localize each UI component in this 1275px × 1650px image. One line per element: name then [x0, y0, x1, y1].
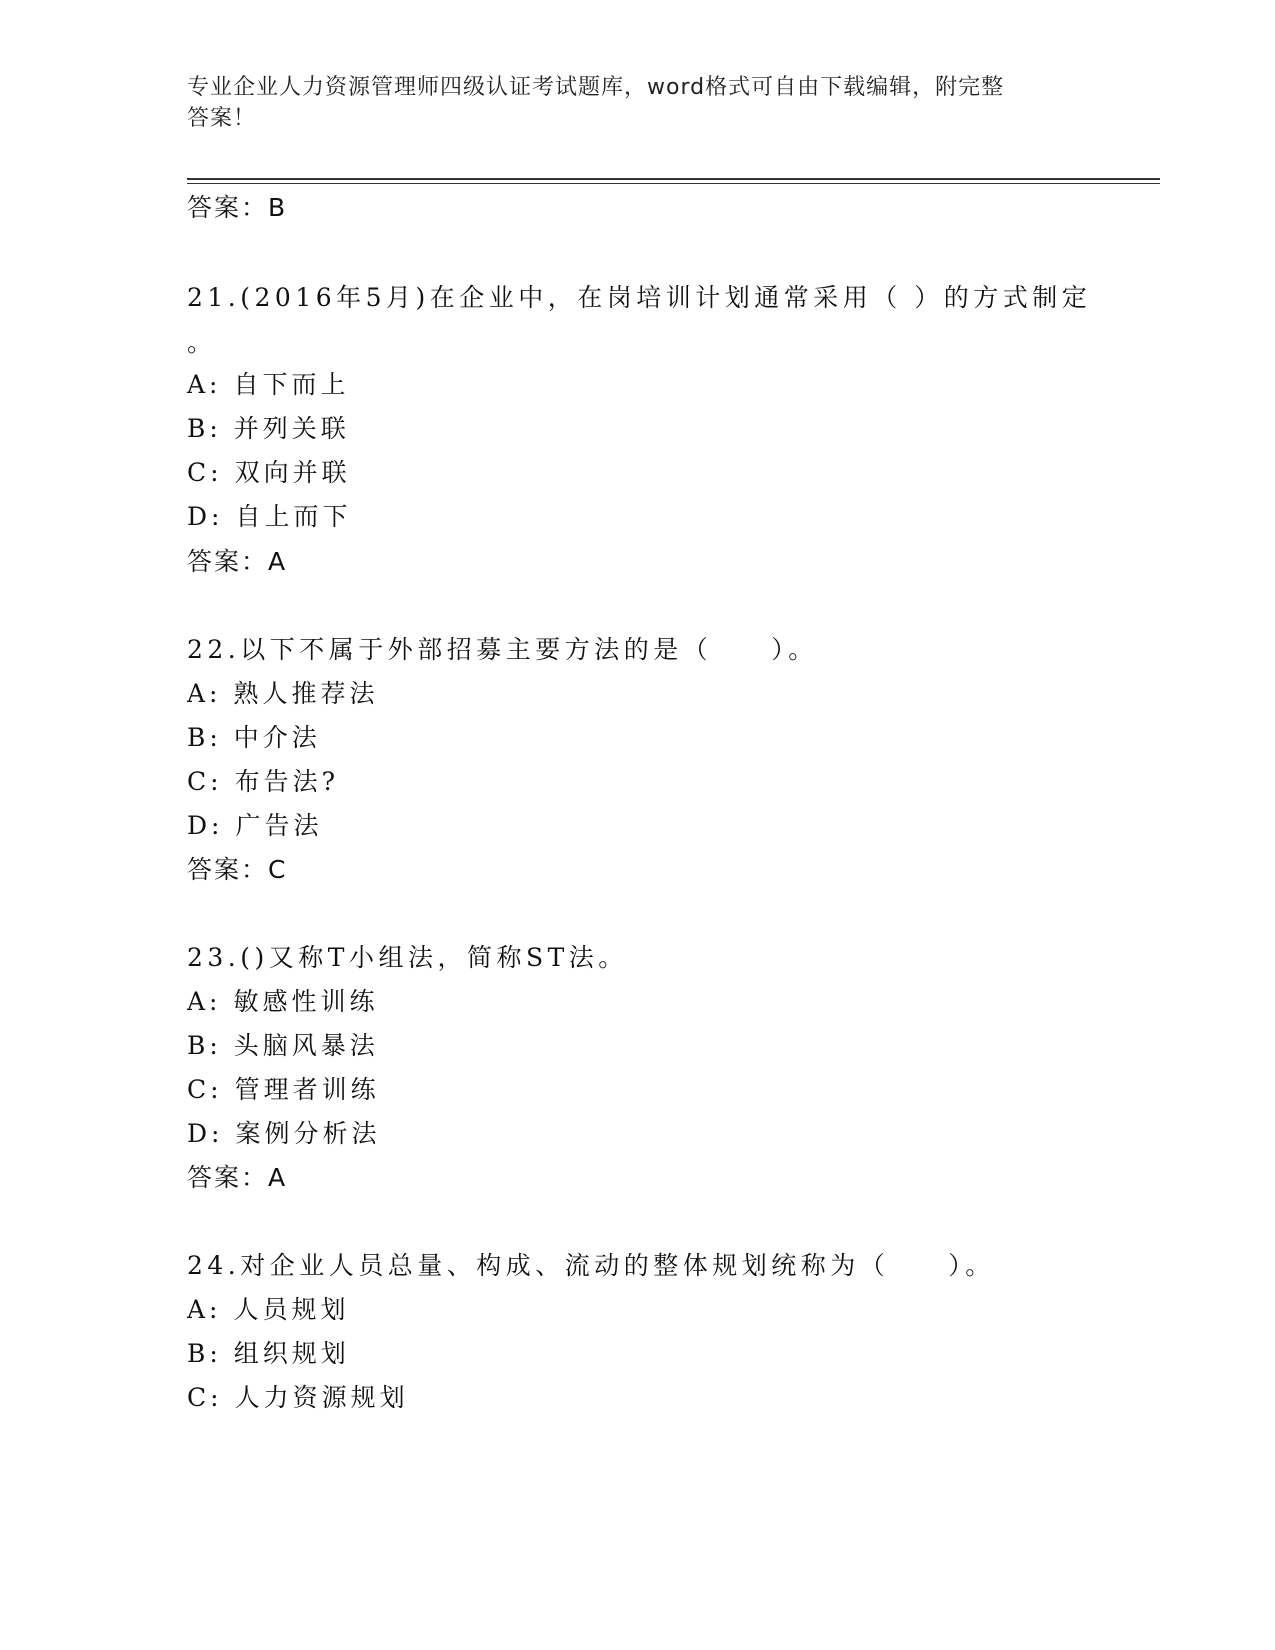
option-text: 布告法?	[234, 767, 339, 796]
answer-prefix: 答案：	[187, 193, 269, 222]
question-21-text: 21.(2016年5月)在企业中，在岗培训计划通常采用（ ）的方式制定	[187, 283, 1092, 312]
option-label: A:	[187, 1295, 222, 1324]
page-header	[187, 72, 1067, 134]
question-21-answer	[187, 547, 287, 577]
option-text: 熟人推荐法	[233, 679, 379, 708]
answer-value: B	[268, 193, 288, 222]
option-label: B:	[187, 723, 222, 752]
question-24-text: 24.对企业人员总量、构成、流动的整体规划统称为（ ）。	[187, 1251, 995, 1280]
question-23-answer	[187, 1163, 287, 1193]
question-21-option-b	[187, 414, 350, 444]
option-label: A:	[187, 679, 222, 708]
option-text: 头脑风暴法	[233, 1031, 379, 1060]
question-24-option-c	[187, 1383, 409, 1413]
question-23-option-c	[187, 1075, 380, 1105]
question-21-option-d	[187, 502, 351, 532]
question-21-option-c	[187, 458, 351, 488]
answer-prefix: 答案：	[187, 855, 269, 884]
option-text: 广告法	[235, 811, 323, 840]
option-label: D:	[187, 502, 224, 531]
question-23-option-b	[187, 1031, 379, 1061]
header-rule-thin	[187, 183, 1160, 184]
question-22-answer	[187, 855, 287, 885]
option-label: B:	[187, 1031, 222, 1060]
question-22-option-b	[187, 723, 321, 753]
answer-prefix: 答案：	[187, 547, 269, 576]
option-label: C:	[187, 458, 223, 487]
prev-answer	[187, 193, 287, 223]
question-23-option-d	[187, 1119, 380, 1149]
option-label: A:	[187, 987, 222, 1016]
question-22-option-d	[187, 811, 322, 841]
question-23-text: 23.()又称T小组法，简称ST法。	[187, 943, 628, 972]
answer-prefix: 答案：	[187, 1163, 269, 1192]
question-22-option-c	[187, 767, 339, 797]
question-24-option-b	[187, 1339, 350, 1369]
option-text: 自下而上	[233, 370, 350, 399]
answer-value: A	[268, 547, 288, 576]
option-label: C:	[187, 1383, 223, 1412]
question-21-text-cont: 。	[187, 328, 217, 357]
answer-value: C	[268, 855, 288, 884]
header-line-1: 专业企业人力资源管理师四级认证考试题库，word格式可自由下载编辑，附完整	[187, 75, 1005, 100]
option-text: 管理者训练	[234, 1075, 380, 1104]
option-label: C:	[187, 767, 223, 796]
option-label: D:	[187, 811, 224, 840]
option-label: A:	[187, 370, 222, 399]
option-label: B:	[187, 1339, 222, 1368]
option-text: 人力资源规划	[234, 1383, 409, 1412]
option-label: D:	[187, 1119, 224, 1148]
question-21-option-a	[187, 370, 350, 400]
option-text: 敏感性训练	[233, 987, 379, 1016]
option-label: C:	[187, 1075, 223, 1104]
header-line-2: 答案！	[187, 106, 257, 131]
option-text: 双向并联	[234, 458, 351, 487]
option-text: 人员规划	[233, 1295, 350, 1324]
option-text: 并列关联	[233, 414, 350, 443]
question-24-option-a	[187, 1295, 350, 1325]
header-rule-thick	[187, 178, 1160, 180]
option-text: 自上而下	[235, 502, 352, 531]
question-23-option-a	[187, 987, 379, 1017]
question-22-option-a	[187, 679, 379, 709]
answer-value: A	[268, 1163, 288, 1192]
option-text: 中介法	[233, 723, 321, 752]
option-text: 案例分析法	[235, 1119, 381, 1148]
option-label: B:	[187, 414, 222, 443]
option-text: 组织规划	[233, 1339, 350, 1368]
question-22-text: 22.以下不属于外部招募主要方法的是（ ）。	[187, 635, 818, 664]
